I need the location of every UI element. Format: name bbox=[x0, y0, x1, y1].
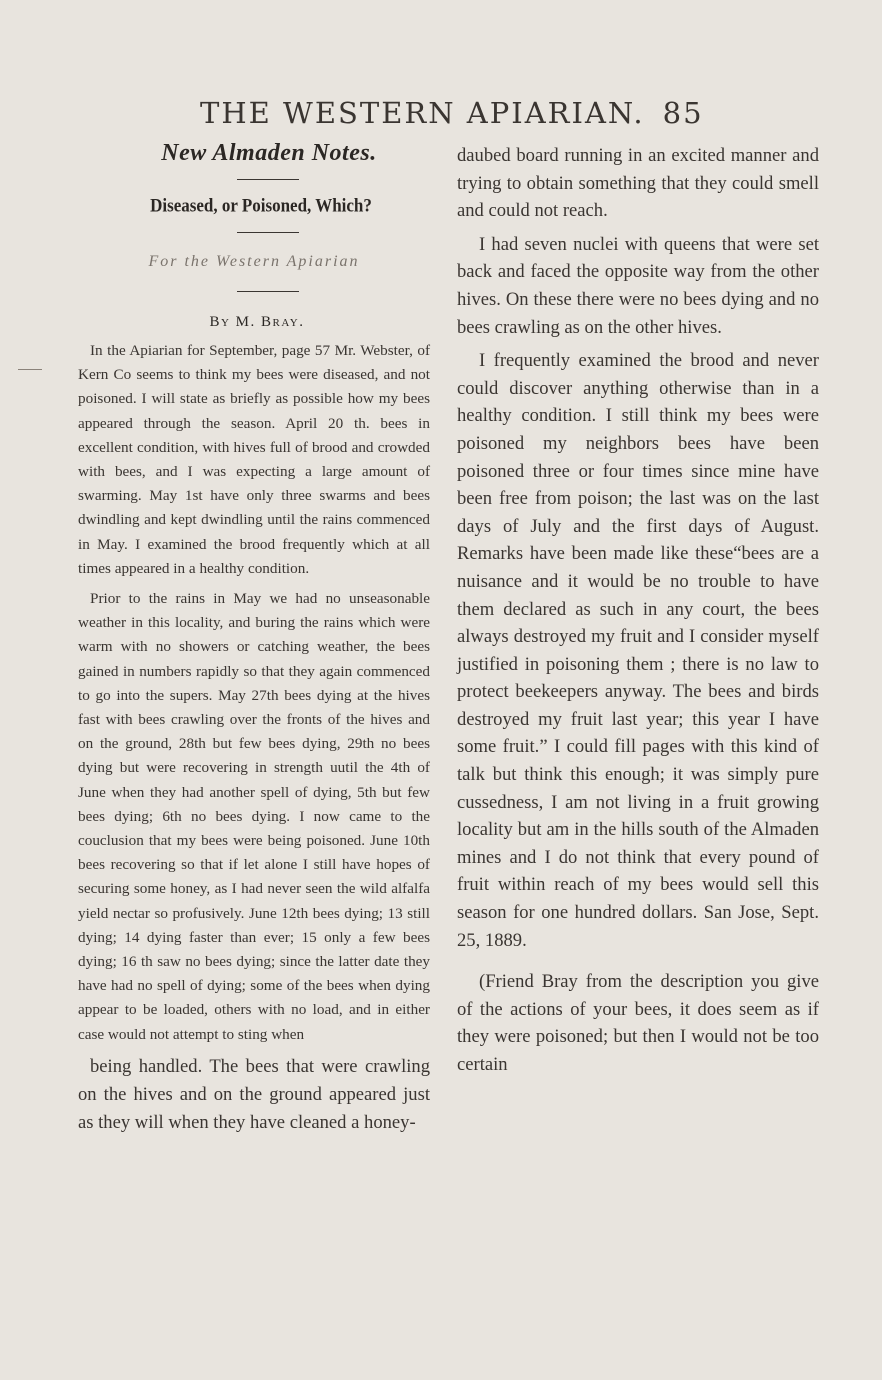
editor-note: (Friend Bray from the description you give of the actions of your bees, it does seem as if they were poisoned; but then I would not be too certain bbox=[457, 971, 819, 1075]
title-rule bbox=[237, 179, 299, 180]
article-title: New Almaden Notes. bbox=[161, 140, 377, 166]
running-head bbox=[200, 96, 790, 130]
body-paragraph: I frequently examined the brood and never could discover anything otherwise than in a healthy condition. I still think my bees were poisoned my neighbors bees have been poisoned three or four times since mine have been free from poison; the last was on the last days of July and the first days of August. Remarks have been made like these“bees are a nuisance and it would be no trouble to have them declared as such in any court, the bees always destroyed my fruit and I consider myself justified in poisoning them ; there is no law to protect beekeepers anyway. The bees and birds destroyed my fruit last year; this year I have some fruit.” I could fill pages with this kind of talk but think this enough; it was simply pure cussedness, I am not living in a fruit growing locality but am in the hills south of the Almaden mines and I do not think that every pound of fruit within reach of my bees would sell this season for one hundred dollars. San Jose, Sept. 25, 1889. bbox=[457, 350, 819, 951]
body-paragraph: I had seven nuclei with queens that were set back and faced the opposite way from the other hives. On these there were no bees dying and no bees crawling as on the other hives. bbox=[457, 233, 819, 338]
right-column bbox=[457, 142, 819, 1085]
body-paragraph-continued: being handled. The bees that were crawling on the hives and on the ground appeared just as they will when they have cleaned a honey- bbox=[78, 1055, 430, 1134]
page-number: 85 bbox=[662, 96, 704, 130]
credit-rule bbox=[237, 291, 299, 292]
body-paragraph: Prior to the rains in May we had no unseasonable weather in this locality, and buring the rains which were warm with no showers or catching weather, the bees gained in numbers rapidly so that they again commenced to go into the supers. May 27th bees dying at the hives fast with bees crawling over the fronts of the hives and on the ground, 28th but few bees dying, 29th no bees dying but were recovering in strength uutil the 4th of June when they had another spell of dying, 5th but few bees dying; 6th no bees dying. I now came to the couclusion that my bees were being poisoned. June 10th bees recovering so that if let alone I still have hopes of securing some honey, as I had never seen the wild alfalfa yield nectar so profusively. June 12th bees dying; 13 still dying; 14 dying faster than ever; 15 only a few bees dying; 16 th saw no bees dying; since the latter date they have had no spell of dying; some of the bees when dying appear to be loaded, others with no load, and in either case would not attempt to sting when bbox=[78, 590, 430, 1043]
subtitle-rule bbox=[237, 232, 299, 233]
margin-mark bbox=[18, 369, 42, 370]
article-credit: For the Western Apiarian bbox=[148, 253, 360, 270]
article-byline: By M. Bray. bbox=[209, 314, 305, 330]
journal-title: THE WESTERN APIARIAN. bbox=[200, 96, 645, 130]
body-paragraph: daubed board running in an excited manner and trying to obtain something that they could smell and could not reach. bbox=[457, 145, 819, 222]
body-paragraph: In the Apiarian for September, page 57 Mr. Webster, of Kern Co seems to think my bees were diseased, and not poisoned. I will state as briefly as possible how my bees appeared through the season. April 20 th. bees in excellent condition, with hives full of brood and crowded with bees, and I was expecting a large amount of swarming. May 1st have only three swarms and bees dwindling and kept dwindling until the rains commenced in May. I examined the brood frequently which at all times appeared in a healthy condition. bbox=[78, 342, 430, 577]
left-column bbox=[78, 140, 430, 1144]
article-subtitle: Diseased, or Poisoned, Which? bbox=[150, 195, 372, 216]
